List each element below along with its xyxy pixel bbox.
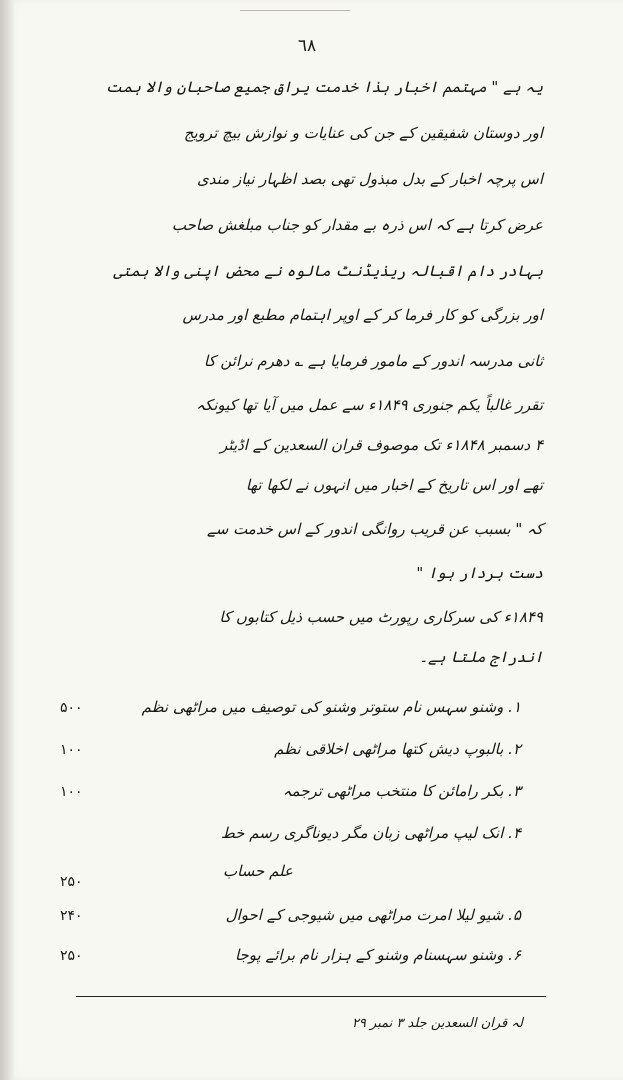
book-item-value: ۵۰۰: [60, 700, 83, 716]
body-line: ۴ دسمبر ۱۸۴۸ء تک موصوف قران السعدین کے اڈیٹر: [220, 436, 543, 454]
book-item-value: ۱۰۰: [60, 784, 83, 800]
body-line: ثانی مدرسہ اندور کے مامور فرمایا ہے ؎ دھرم نرائن کا: [203, 352, 543, 370]
body-line: تقرر غالباً یکم جنوری ۱۸۴۹ء سے عمل میں آیا تھا کیونکہ: [196, 396, 543, 414]
book-spine-shadow: [0, 0, 14, 1080]
page-number: ٦٨: [297, 36, 317, 56]
body-line: یہ ہے " مہتمم اخبار ہذا خدمت یراق جمیع صاحبان والا ہمت: [105, 78, 543, 96]
body-line: دست بردار ہوا ": [416, 564, 543, 582]
footnote-rule: [76, 996, 546, 997]
top-rule: [240, 10, 350, 11]
body-line: کہ " بسبب عن قریب روانگی اندور کے اس خدمت سے: [206, 520, 543, 538]
body-line: اس پرچہ اخبار کے بدل مبذول تھی بصد اظہار نیاز مندی: [197, 170, 543, 188]
book-item-label: ۲. بالبوپ دیش کتھا مراٹھی اخلاقی نظم: [274, 740, 521, 758]
body-line: بہادر دام اقبالہ ریذیڈنٹ مالوہ نے محض اپنی والا ہمتی: [113, 262, 543, 280]
book-item-value: ۲۴۰: [60, 908, 83, 924]
book-item-value: ۲۵۰: [60, 874, 83, 890]
report-line: ۱۸۴۹ء کی سرکاری رپورٹ میں حسب ذیل کتابوں کا: [219, 608, 543, 626]
book-item-label: ۶. وشنو سہسنام وشنو کے ہزار نام برائے پوجا: [234, 946, 521, 964]
body-line: عرض کرتا ہے کہ اس ذرہ بے مقدار کو جناب مبلغش صاحب: [171, 216, 543, 234]
book-item-label: ۳. بکر رامائن کا منتخب مراٹھی ترجمہ: [282, 782, 521, 800]
book-item-label: علم حساب: [222, 862, 293, 880]
body-line: اور دوستان شفیقین کے جن کی عنایات و نوازش بیچ ترویج: [183, 124, 543, 142]
body-line: تھے اور اس تاریخ کے اخبار میں انہوں نے لکھا تھا: [245, 476, 543, 494]
book-item-label: ۱. وشنو سہس نام ستوتر وشنو کی توصیف میں مراٹھی نظم: [141, 698, 521, 716]
body-line: اور بزرگی کو کار فرما کر کے اوپر اہتمام مطبع اور مدرس: [182, 306, 543, 324]
book-item-value: ۲۵۰: [60, 948, 83, 964]
book-item-label: ۴. انک لیپ مراٹھی زبان مگر دیوناگری رسم خط: [220, 824, 521, 842]
report-line: اندراج ملتا ہے۔: [419, 648, 543, 666]
book-item-label: ۵. شیو لیلا امرت مراٹھی میں شیوجی کے احوال: [225, 906, 521, 924]
footnote: لہ قران السعدین جلد ۳ نمبر ۲۹: [351, 1016, 523, 1031]
book-item-value: ۱۰۰: [60, 742, 83, 758]
